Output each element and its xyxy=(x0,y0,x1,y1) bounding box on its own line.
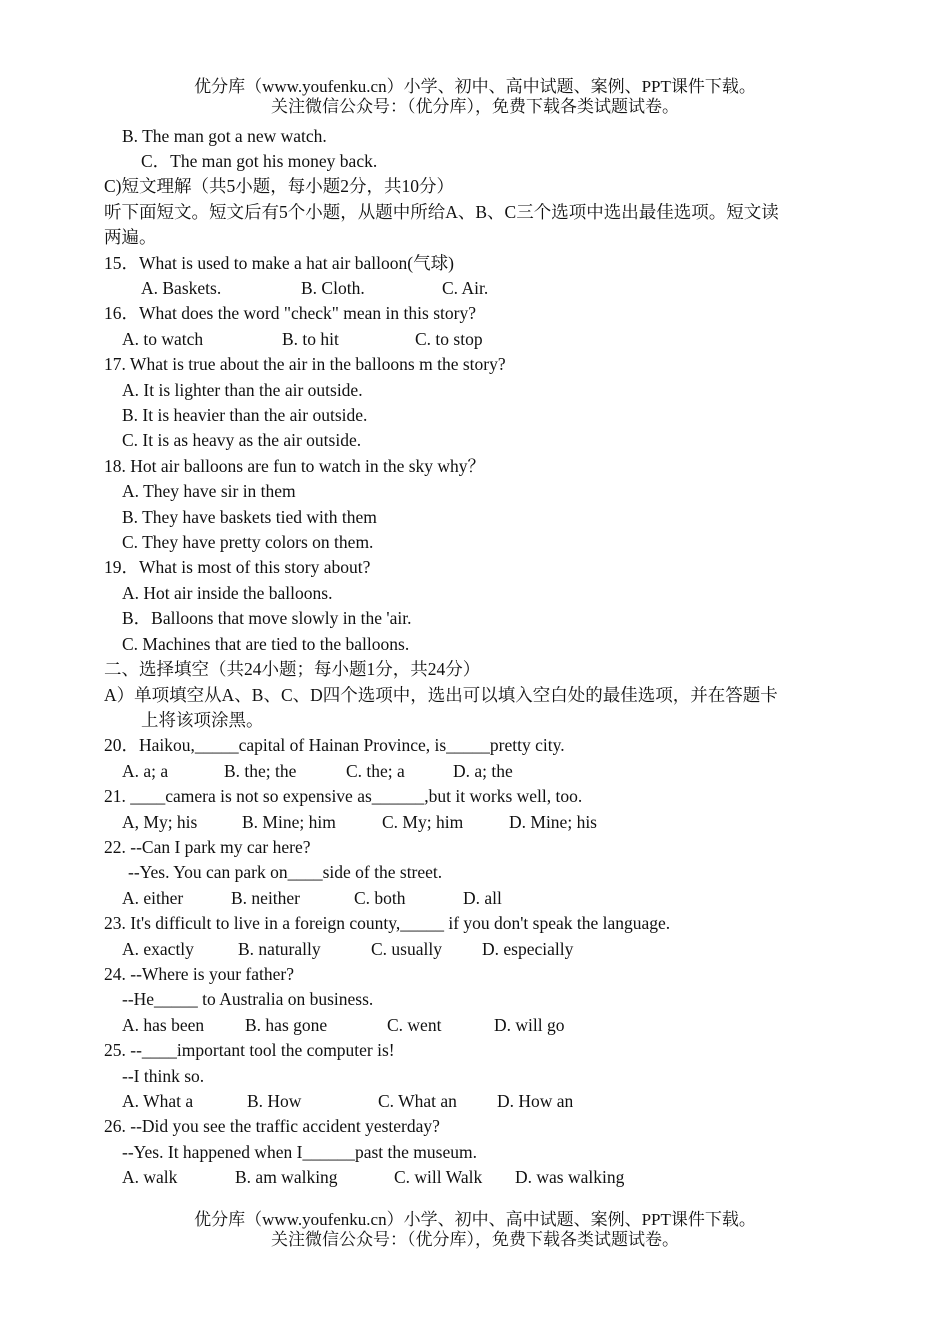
q23-option-d: D. especially xyxy=(482,939,574,959)
q23-option-c: C. usually xyxy=(371,939,442,959)
q24-option-d: D. will go xyxy=(494,1015,565,1035)
q26-option-c: C. will Walk xyxy=(394,1167,483,1187)
part-two-title: 二、选择填空（共24小题；每小题1分，共24分） xyxy=(104,659,481,679)
q26-stem-2: --Yes. It happened when I______past the museum. xyxy=(122,1142,477,1162)
q25-stem-2: --I think so. xyxy=(122,1066,205,1086)
footer-line-2: 关注微信公众号：（优分库），免费下载各类试题试卷。 xyxy=(271,1230,679,1249)
header-line-1: 优分库（www.youfenku.cn）小学、初中、高中试题、案例、PPT课件下载。 xyxy=(194,77,756,96)
q22-option-b: B. neither xyxy=(231,888,301,908)
q16-stem: 16．What does the word "check" mean in this story? xyxy=(104,303,476,323)
q20-option-c: C. the; a xyxy=(346,761,405,781)
q14-option-c: C．The man got his money back. xyxy=(141,151,378,171)
q19-stem: 19．What is most of this story about? xyxy=(104,557,371,577)
q19-option-b: B．Balloons that move slowly in the 'air. xyxy=(122,608,412,628)
q21-option-b: B. Mine; him xyxy=(242,812,336,832)
q15-stem: 15．What is used to make a hat air balloon(气球) xyxy=(104,253,454,273)
q24-stem: 24. --Where is your father? xyxy=(104,964,294,984)
q16-option-c: C. to stop xyxy=(415,329,483,349)
q21-stem: 21. ____camera is not so expensive as______,but it works well, too. xyxy=(104,786,583,806)
q21-option-a: A, My; his xyxy=(122,812,198,832)
part-two-instruction-2: 上将该项涂黑。 xyxy=(141,710,264,730)
q26-option-a: A. walk xyxy=(122,1167,178,1187)
q18-option-b: B. They have baskets tied with them xyxy=(122,507,377,527)
q26-option-b: B. am walking xyxy=(235,1167,338,1187)
header-line-2: 关注微信公众号：（优分库），免费下载各类试题试卷。 xyxy=(271,97,679,116)
q17-option-a: A. It is lighter than the air outside. xyxy=(122,380,363,400)
q22-stem: 22. --Can I park my car here? xyxy=(104,837,311,857)
q23-option-b: B. naturally xyxy=(238,939,321,959)
q17-option-c: C. It is as heavy as the air outside. xyxy=(122,430,362,450)
q22-option-c: C. both xyxy=(354,888,406,908)
footer-line-1: 优分库（www.youfenku.cn）小学、初中、高中试题、案例、PPT课件下载。 xyxy=(194,1210,756,1229)
part-two-instruction-1: A）单项填空从A、B、C、D四个选项中，选出可以填入空白处的最佳选项，并在答题卡 xyxy=(104,685,778,705)
q15-option-a: A. Baskets. xyxy=(141,278,222,298)
section-c-title: C)短文理解（共5小题，每小题2分，共10分） xyxy=(104,176,454,196)
q18-option-c: C. They have pretty colors on them. xyxy=(122,532,374,552)
q25-option-a: A. What a xyxy=(122,1091,194,1111)
q25-option-b: B. How xyxy=(247,1091,302,1111)
q25-stem: 25. --____important tool the computer is! xyxy=(104,1040,395,1060)
q26-option-d: D. was walking xyxy=(515,1167,625,1187)
q25-option-c: C. What an xyxy=(378,1091,457,1111)
q17-stem: 17. What is true about the air in the balloons m the story? xyxy=(104,354,506,374)
q18-option-a: A. They have sir in them xyxy=(122,481,296,501)
q23-option-a: A. exactly xyxy=(122,939,194,959)
q26-stem: 26. --Did you see the traffic accident yesterday? xyxy=(104,1116,440,1136)
q22-option-a: A. either xyxy=(122,888,184,908)
q15-option-c: C. Air. xyxy=(442,278,489,298)
q19-option-a: A. Hot air inside the balloons. xyxy=(122,583,333,603)
page-header xyxy=(0,77,950,117)
q22-option-d: D. all xyxy=(463,888,502,908)
q24-option-a: A. has been xyxy=(122,1015,205,1035)
q25-option-d: D. How an xyxy=(497,1091,574,1111)
q16-option-a: A. to watch xyxy=(122,329,204,349)
q23-stem: 23. It's difficult to live in a foreign county,_____ if you don't speak the language. xyxy=(104,913,671,933)
q17-option-b: B. It is heavier than the air outside. xyxy=(122,405,368,425)
q22-stem-2: --Yes. You can park on____side of the street. xyxy=(128,862,443,882)
q21-option-d: D. Mine; his xyxy=(509,812,597,832)
q21-option-c: C. My; him xyxy=(382,812,464,832)
q24-stem-2: --He_____ to Australia on business. xyxy=(122,989,374,1009)
q20-option-b: B. the; the xyxy=(224,761,297,781)
q24-option-b: B. has gone xyxy=(245,1015,328,1035)
q20-stem: 20．Haikou,_____capital of Hainan Province, is_____pretty city. xyxy=(104,735,565,755)
q14-option-b: B. The man got a new watch. xyxy=(122,126,327,146)
q24-option-c: C. went xyxy=(387,1015,442,1035)
q20-option-d: D. a; the xyxy=(453,761,513,781)
q16-option-b: B. to hit xyxy=(282,329,339,349)
q18-stem: 18. Hot air balloons are fun to watch in the sky why？ xyxy=(104,456,486,476)
q15-option-b: B. Cloth. xyxy=(301,278,365,298)
q19-option-c: C. Machines that are tied to the balloons. xyxy=(122,634,410,654)
section-c-instruction-1: 听下面短文。短文后有5个小题，从题中所给A、B、C三个选项中选出最佳选项。短文读 xyxy=(104,202,779,222)
q20-option-a: A. a; a xyxy=(122,761,169,781)
page-footer xyxy=(0,1210,950,1250)
section-c-instruction-2: 两遍。 xyxy=(104,227,157,247)
